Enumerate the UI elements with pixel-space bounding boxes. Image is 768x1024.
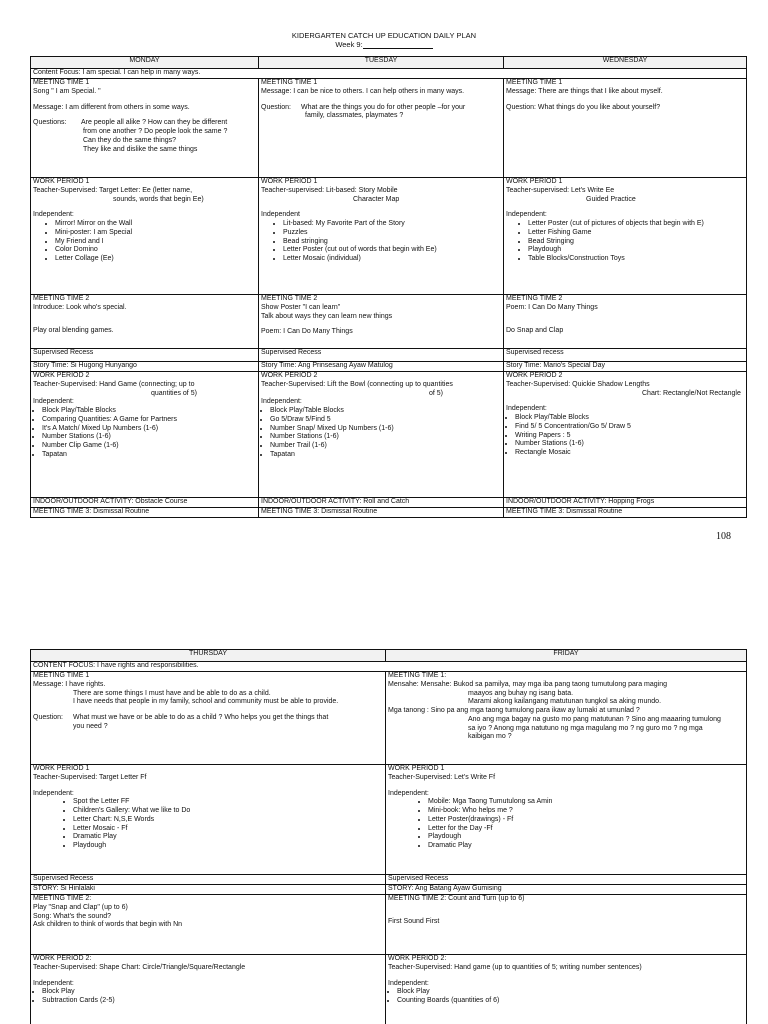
list-item: • Color Domino bbox=[55, 246, 256, 255]
question-line: Are people all alike ? How can they be different bbox=[81, 119, 228, 127]
activity-list bbox=[33, 988, 383, 1006]
list-item: • Bead stringing bbox=[283, 238, 501, 247]
tuesday-meeting-1 bbox=[259, 79, 504, 178]
wednesday-story: Story Time: Mario's Special Day bbox=[504, 362, 747, 372]
weekly-plan-table-mon-wed bbox=[30, 56, 747, 518]
independent-label: Independent: bbox=[506, 405, 547, 413]
meeting-line: Poem: I Can Do Many Things bbox=[506, 303, 598, 311]
list-item: • Block Play/Table Blocks bbox=[42, 407, 256, 416]
list-item: • Dramatic Play bbox=[73, 833, 383, 842]
thursday-recess: Supervised Recess bbox=[31, 875, 386, 885]
document-title: KIDERGARTEN CATCH UP EDUCATION DAILY PLAN bbox=[291, 31, 477, 40]
section-heading: MEETING TIME 1: bbox=[388, 672, 447, 679]
list-item: • Mirror! Mirror on the Wall bbox=[55, 220, 256, 229]
weekly-plan-table-thu-fri bbox=[30, 649, 747, 1024]
work-period-2-row bbox=[31, 955, 747, 1024]
day-header-row bbox=[31, 650, 747, 662]
content-focus: Content Focus: I am special. I can help in many ways. bbox=[31, 69, 747, 79]
section-heading: WORK PERIOD 2: bbox=[388, 955, 447, 962]
question-line: sa iyo ? Anong mga natutuno ng mga magulang mo ? ng guro mo ? ng mga bbox=[468, 724, 703, 732]
message-text: Mensahe: Mensahe: Bukod sa pamilya, may mga iba pang taong tumutulong para maging bbox=[388, 680, 668, 688]
section-heading: MEETING TIME 1 bbox=[33, 672, 90, 679]
meeting-line: Ask children to think of words that begin with Nn bbox=[33, 921, 183, 929]
section-heading: WORK PERIOD 2 bbox=[33, 372, 90, 379]
section-heading: WORK PERIOD 2 bbox=[261, 372, 318, 379]
activity-list bbox=[506, 414, 744, 458]
list-item: • Number Stations (1-6) bbox=[270, 433, 501, 442]
question-label: Questions: bbox=[33, 119, 67, 127]
wednesday-outdoor: INDOOR/OUTDOOR ACTIVITY: Hopping Frogs bbox=[504, 498, 747, 508]
monday-meeting-2 bbox=[31, 295, 259, 349]
meeting-time-2-row bbox=[31, 295, 747, 349]
monday-story: Story Time: Si Hugong Hunyango bbox=[31, 362, 259, 372]
list-item: • Puzzles bbox=[283, 229, 501, 238]
content-focus-row bbox=[31, 662, 747, 672]
list-item: • Playdough bbox=[428, 833, 744, 842]
activity-list bbox=[261, 220, 501, 264]
meeting-line: Poem: I Can Do Many Things bbox=[261, 328, 353, 336]
list-item: • Dramatic Play bbox=[428, 842, 744, 851]
monday-recess: Supervised Recess bbox=[31, 349, 259, 362]
list-item: • Number Snap/ Mixed Up Numbers (1-6) bbox=[270, 425, 501, 434]
question-line: kaibigan mo ? bbox=[468, 733, 512, 741]
list-item: • Go 5/Draw 5/Find 5 bbox=[270, 416, 501, 425]
section-heading: WORK PERIOD 2: bbox=[33, 955, 92, 962]
teacher-supervised-cont: quantities of 5) bbox=[151, 389, 197, 397]
question-line: Can they do the same things? bbox=[83, 136, 177, 144]
work-period-2-row bbox=[31, 372, 747, 498]
list-item: • Letter Collage (Ee) bbox=[55, 255, 256, 264]
tuesday-recess: Supervised Recess bbox=[259, 349, 504, 362]
question-block bbox=[261, 104, 501, 122]
page-number: 108 bbox=[716, 531, 731, 542]
list-item: • My Friend and I bbox=[55, 238, 256, 247]
monday-work-1 bbox=[31, 178, 259, 295]
question-line: Ano ang mga bagay na gusto mo pang matutunan ? Sino ang maaaring tumulong bbox=[468, 715, 721, 723]
list-item: • Children's Gallery: What we like to Do bbox=[73, 807, 383, 816]
meeting-line: Talk about ways they can learn new things bbox=[261, 312, 393, 320]
message-text: Message: I am different from others in some ways. bbox=[33, 103, 190, 111]
meeting-time-1-row bbox=[31, 672, 747, 765]
question-block bbox=[33, 119, 256, 154]
day-header-tuesday: TUESDAY bbox=[259, 57, 504, 69]
list-item: • Comparing Quantities: A Game for Partners bbox=[42, 416, 256, 425]
list-item: • Mini-poster: I am Special bbox=[55, 229, 256, 238]
activity-list bbox=[388, 798, 744, 851]
message-line: maayos ang buhay ng isang bata. bbox=[468, 689, 574, 697]
message-text: Message: There are things that I like about myself. bbox=[506, 87, 663, 95]
week-label-row bbox=[0, 40, 768, 49]
tuesday-outdoor: INDOOR/OUTDOOR ACTIVITY: Roll and Catch bbox=[259, 498, 504, 508]
activity-list bbox=[506, 220, 744, 264]
teacher-supervised: Teacher-Supervised: Let's Write Ff bbox=[388, 773, 496, 781]
independent-label: Independent: bbox=[388, 979, 429, 987]
independent-label: Independent: bbox=[388, 789, 429, 797]
section-heading: MEETING TIME 2: bbox=[33, 895, 92, 902]
list-item: • Find 5/ 5 Concentration/Go 5/ Draw 5 bbox=[515, 423, 744, 432]
independent-label: Independent: bbox=[33, 398, 74, 406]
week-blank-line bbox=[363, 41, 433, 49]
teacher-supervised-cont: Guided Practice bbox=[586, 195, 636, 203]
recess-row bbox=[31, 349, 747, 362]
teacher-supervised: Teacher-Supervised: Quickie Shadow Lengths bbox=[506, 380, 650, 388]
tuesday-meeting-3: MEETING TIME 3: Dismissal Routine bbox=[259, 508, 504, 518]
list-item: • Letter Fishing Game bbox=[528, 229, 744, 238]
section-heading: MEETING TIME 1 bbox=[33, 79, 90, 86]
meeting-time-2-row bbox=[31, 895, 747, 955]
day-header-monday: MONDAY bbox=[31, 57, 259, 69]
meeting-line: Play "Snap and Clap" (up to 6) bbox=[33, 903, 128, 911]
friday-recess: Supervised Recess bbox=[386, 875, 747, 885]
section-heading: MEETING TIME 1 bbox=[506, 79, 563, 86]
teacher-supervised-cont: of 5) bbox=[429, 389, 444, 397]
message-line: There are some things I must have and be able to do as a child. bbox=[73, 689, 271, 697]
friday-story: STORY: Ang Batang Ayaw Gumising bbox=[386, 885, 747, 895]
question-label: Question: bbox=[33, 714, 63, 721]
teacher-supervised: Teacher-Supervised: Shape Chart: Circle/Triangle/Square/Rectangle bbox=[33, 963, 246, 971]
week-label: Week 9: bbox=[335, 40, 363, 49]
section-heading: WORK PERIOD 1 bbox=[33, 178, 90, 185]
day-header-friday: FRIDAY bbox=[386, 650, 747, 662]
list-item: • Letter for the Day -Ff bbox=[428, 825, 744, 834]
list-item: • Bead Stringing bbox=[528, 238, 744, 247]
wednesday-meeting-3: MEETING TIME 3: Dismissal Routine bbox=[504, 508, 747, 518]
list-item: • Writing Papers : 5 bbox=[515, 432, 744, 441]
tuesday-meeting-2 bbox=[259, 295, 504, 349]
list-item: • It's A Match/ Mixed Up Numbers (1-6) bbox=[42, 425, 256, 434]
tuesday-work-1 bbox=[259, 178, 504, 295]
activity-list bbox=[33, 798, 383, 851]
work-period-1-row bbox=[31, 178, 747, 295]
tuesday-story: Story Time: Ang Prinsesang Ayaw Matulog bbox=[259, 362, 504, 372]
section-heading: WORK PERIOD 1 bbox=[506, 178, 563, 185]
day-header-thursday: THURSDAY bbox=[31, 650, 386, 662]
independent-label: Independent bbox=[261, 211, 300, 219]
work-period-1-row bbox=[31, 765, 747, 875]
list-item: • Mini-book: Who helps me ? bbox=[428, 807, 744, 816]
monday-work-2 bbox=[31, 372, 259, 498]
section-heading: MEETING TIME 2 bbox=[261, 295, 318, 302]
list-item: • Tapatan bbox=[42, 451, 256, 460]
list-item: • Letter Mosaic (individual) bbox=[283, 255, 501, 264]
section-heading: WORK PERIOD 1 bbox=[261, 178, 318, 185]
tuesday-work-2 bbox=[259, 372, 504, 498]
list-item: • Letter Chart: N,S,E Words bbox=[73, 816, 383, 825]
activity-list bbox=[261, 407, 501, 460]
meeting-line: Play oral blending games. bbox=[33, 326, 114, 334]
meeting-line: Show Poster "I can learn" bbox=[261, 303, 341, 311]
message-text: Message: I have rights. bbox=[33, 680, 106, 688]
monday-outdoor: INDOOR/OUTDOOR ACTIVITY: Obstacle Course bbox=[31, 498, 259, 508]
list-item: • Mobile: Mga Taong Tumutulong sa Amin bbox=[428, 798, 744, 807]
list-item: • Number Trail (1-6) bbox=[270, 442, 501, 451]
message-line: I have needs that people in my family, school and community must be able to provide. bbox=[73, 698, 339, 706]
wednesday-recess: Supervised recess bbox=[504, 349, 747, 362]
page-two bbox=[0, 640, 768, 1024]
friday-meeting-1 bbox=[386, 672, 747, 765]
thursday-work-1 bbox=[31, 765, 386, 875]
teacher-supervised: Teacher-supervised: Lit-based: Story Mobile bbox=[261, 186, 398, 194]
list-item: • Lit-based: My Favorite Part of the Story bbox=[283, 220, 501, 229]
activity-list bbox=[33, 220, 256, 264]
section-heading: MEETING TIME 2: Count and Turn (up to 6) bbox=[388, 895, 525, 902]
teacher-supervised: Teacher-Supervised: Target Letter: Ee (letter name, bbox=[33, 186, 193, 194]
content-focus: CONTENT FOCUS: I have rights and responsibilities. bbox=[31, 662, 747, 672]
independent-label: Independent: bbox=[33, 979, 74, 987]
activity-list bbox=[33, 407, 256, 460]
meeting-line: First Sound First bbox=[388, 917, 440, 925]
song-text: Song " I am Special. " bbox=[33, 87, 101, 95]
wednesday-meeting-2 bbox=[504, 295, 747, 349]
day-header-wednesday: WEDNESDAY bbox=[504, 57, 747, 69]
list-item: • Block Play/Table Blocks bbox=[515, 414, 744, 423]
question-line: Mga tanong : Sino pa ang mga taong tumulong para ikaw ay lumaki at umunlad ? bbox=[388, 707, 640, 714]
list-item: • Playdough bbox=[73, 842, 383, 851]
question-line: What are the things you do for other people –for your bbox=[301, 103, 466, 111]
list-item: • Counting Boards (quantities of 6) bbox=[397, 997, 744, 1006]
section-heading: MEETING TIME 1 bbox=[261, 79, 318, 86]
list-item: • Subtraction Cards (2-5) bbox=[42, 997, 383, 1006]
section-heading: WORK PERIOD 1 bbox=[388, 765, 445, 772]
list-item: • Block Play bbox=[397, 988, 744, 997]
friday-work-2 bbox=[386, 955, 747, 1024]
teacher-supervised: Teacher-Supervised: Hand Game (connecting; up to bbox=[33, 380, 195, 388]
list-item: • Playdough bbox=[528, 246, 744, 255]
independent-label: Independent: bbox=[33, 789, 74, 797]
outdoor-activity-row bbox=[31, 498, 747, 508]
wednesday-work-2 bbox=[504, 372, 747, 498]
monday-meeting-1 bbox=[31, 79, 259, 178]
message-line: Marami akong kailangang matutunan tungkol sa aking mundo. bbox=[468, 698, 662, 706]
independent-label: Independent: bbox=[261, 398, 302, 406]
meeting-line: Song: What's the sound? bbox=[33, 912, 111, 920]
section-heading: WORK PERIOD 1 bbox=[33, 765, 90, 772]
story-row bbox=[31, 885, 747, 895]
meeting-time-1-row bbox=[31, 79, 747, 178]
teacher-supervised-cont: Chart: Rectangle/Not Rectangle bbox=[642, 389, 741, 397]
teacher-supervised: Teacher-Supervised: Lift the Bowl (connecting up to quantities bbox=[261, 380, 453, 388]
independent-label: Independent: bbox=[33, 211, 74, 219]
section-heading: MEETING TIME 2 bbox=[506, 295, 563, 302]
thursday-story: STORY: Si Hinlalaki bbox=[31, 885, 386, 895]
wednesday-work-1 bbox=[504, 178, 747, 295]
list-item: • Letter Poster (cut out of words that begin with Ee) bbox=[283, 246, 501, 255]
story-row bbox=[31, 362, 747, 372]
list-item: • Number Clip Game (1-6) bbox=[42, 442, 256, 451]
question-line: What must we have or be able to do as a child ? Who helps you get the things that bbox=[73, 714, 329, 721]
message-text: Message: I can be nice to others. I can help others in many ways. bbox=[261, 87, 465, 95]
question-line: family, classmates, playmates ? bbox=[305, 112, 404, 120]
list-item: • Table Blocks/Construction Toys bbox=[528, 255, 744, 264]
meeting-line: Do Snap and Clap bbox=[506, 326, 564, 334]
question-text: Question: What things do you like about yourself? bbox=[506, 103, 661, 111]
friday-work-1 bbox=[386, 765, 747, 875]
question-block bbox=[33, 714, 383, 732]
thursday-meeting-2 bbox=[31, 895, 386, 955]
wednesday-meeting-1 bbox=[504, 79, 747, 178]
teacher-supervised-cont: Character Map bbox=[353, 195, 400, 203]
question-line: They like and dislike the same things bbox=[83, 145, 198, 153]
thursday-work-2 bbox=[31, 955, 386, 1024]
recess-row bbox=[31, 875, 747, 885]
section-heading: MEETING TIME 2 bbox=[33, 295, 90, 302]
list-item: • Block Play bbox=[42, 988, 383, 997]
list-item: • Spot the Letter FF bbox=[73, 798, 383, 807]
list-item: • Letter Poster(drawings) - Ff bbox=[428, 816, 744, 825]
list-item: • Number Stations (1-6) bbox=[515, 440, 744, 449]
question-line: you need ? bbox=[73, 722, 108, 730]
list-item: • Tapatan bbox=[270, 451, 501, 460]
teacher-supervised: Teacher-supervised: Let's Write Ee bbox=[506, 186, 615, 194]
thursday-meeting-1 bbox=[31, 672, 386, 765]
day-header-row bbox=[31, 57, 747, 69]
activity-list bbox=[388, 988, 744, 1006]
content-focus-row bbox=[31, 69, 747, 79]
question-line: from one another ? Do people look the same ? bbox=[83, 128, 228, 135]
monday-meeting-3: MEETING TIME 3: Dismissal Routine bbox=[31, 508, 259, 518]
list-item: • Letter Poster (cut of pictures of objects that begin with E) bbox=[528, 220, 744, 229]
teacher-supervised: Teacher-Supervised: Target Letter Ff bbox=[33, 773, 147, 781]
independent-label: Independent: bbox=[506, 211, 547, 219]
question-label: Question: bbox=[261, 103, 291, 111]
teacher-supervised: Teacher-Supervised: Hand game (up to quantities of 5; writing number sentences) bbox=[388, 963, 642, 971]
list-item: • Letter Mosaic - Ff bbox=[73, 825, 383, 834]
friday-meeting-2 bbox=[386, 895, 747, 955]
list-item: • Block Play/Table Blocks bbox=[270, 407, 501, 416]
list-item: • Number Stations (1-6) bbox=[42, 433, 256, 442]
section-heading: WORK PERIOD 2 bbox=[506, 372, 563, 379]
meeting-time-3-row bbox=[31, 508, 747, 518]
teacher-supervised-cont: sounds, words that begin Ee) bbox=[113, 195, 204, 203]
list-item: • Rectangle Mosaic bbox=[515, 449, 744, 458]
meeting-line: Introduce: Look who's special. bbox=[33, 303, 127, 311]
